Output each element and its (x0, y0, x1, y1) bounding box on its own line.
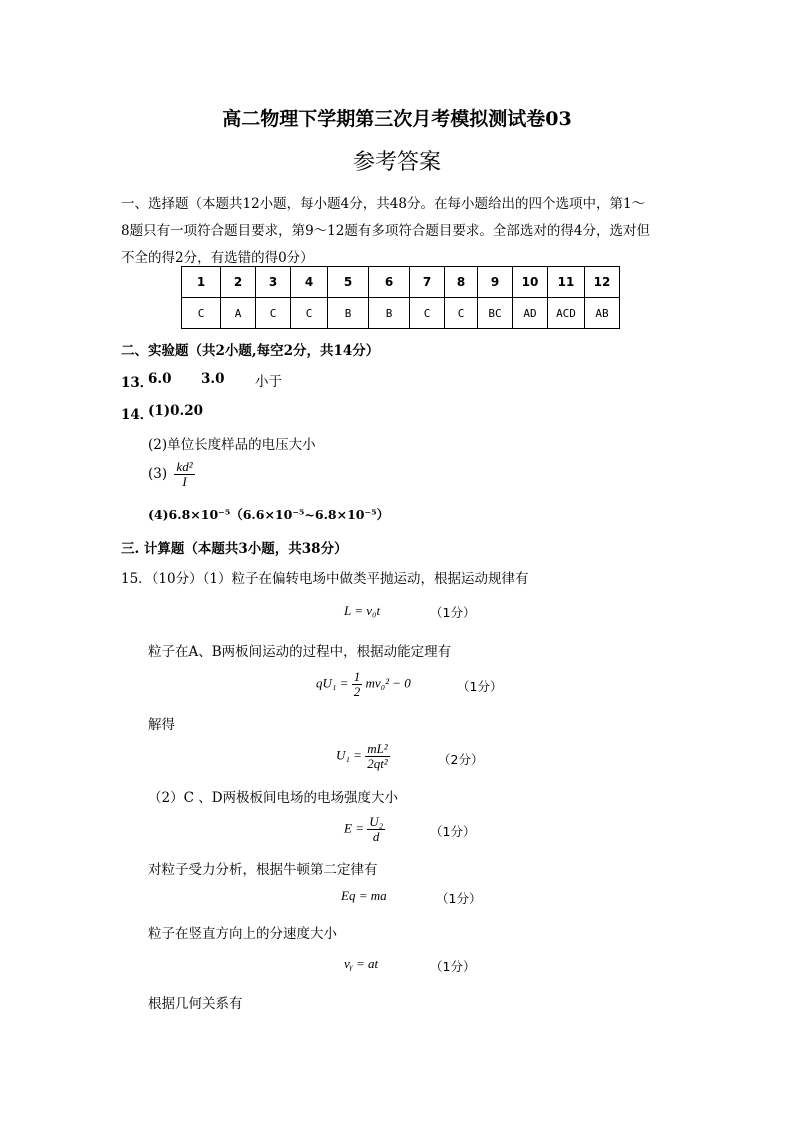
q14-label: 14． (121, 407, 154, 423)
question-number-cell: 10 (513, 267, 548, 298)
score-6: （1分） (430, 959, 476, 974)
q15-text-6: 粒子在竖直方向上的分速度大小 (148, 926, 337, 942)
section1-instructions-line2: 8题只有一项符合题目要求，第9～12题有多项符合题目要求。全部选对的得4分，选对但 (121, 223, 650, 239)
formula-1: L = v₀t (344, 603, 381, 618)
q14-part4: (4)6.8×10⁻⁵（6.6×10⁻⁵~6.8×10⁻⁵） (148, 507, 390, 522)
q14-part3-label: (3) (148, 466, 168, 482)
score-4: （1分） (430, 824, 476, 839)
q13-answer-1: 6.0 (148, 371, 172, 387)
answer-cell: A (221, 298, 256, 329)
q14-part1: (1)0.20 (148, 403, 204, 419)
q13-label: 13． (121, 375, 154, 391)
answer-cell: C (291, 298, 328, 329)
answer-cell: B (328, 298, 369, 329)
formula-4 (344, 815, 385, 844)
fraction-numerator: U₂ (369, 814, 384, 829)
answer-table-header-row (182, 267, 620, 298)
q14-part3 (148, 460, 195, 489)
question-number-cell: 8 (445, 267, 478, 298)
section2-heading: 二、实验题（共2小题,每空2分，共14分） (121, 343, 380, 359)
question-number-cell: 2 (221, 267, 256, 298)
q15-text-4: （2）C 、D两极板间电场的电场强度大小 (148, 790, 399, 806)
answer-table-answer-row (182, 298, 620, 329)
formula-4-left: E = (344, 820, 364, 836)
question-number-cell: 11 (548, 267, 585, 298)
formula-5: Eq = ma (341, 888, 387, 903)
formula-3-left: U₁ = (336, 747, 362, 763)
fraction-denominator: 2qt² (367, 756, 388, 771)
formula-4-fraction (367, 815, 385, 844)
answer-cell: C (256, 298, 291, 329)
fraction-denominator: 2 (353, 684, 361, 699)
answer-cell: AB (585, 298, 620, 329)
fraction-denominator: d (372, 829, 380, 844)
answer-cell: C (182, 298, 221, 329)
answer-cell: AD (513, 298, 548, 329)
score-1: （1分） (430, 605, 476, 620)
question-number-cell: 1 (182, 267, 221, 298)
formula-6: vᵧ = at (344, 956, 379, 971)
formula-2-fraction (352, 670, 363, 699)
question-number-cell: 6 (369, 267, 410, 298)
score-5: （1分） (436, 891, 482, 906)
score-2: （1分） (457, 679, 503, 694)
q15-text-3: 解得 (148, 717, 175, 733)
fraction-numerator: mL² (367, 741, 388, 756)
question-number-cell: 9 (478, 267, 513, 298)
q15-intro: 15．（10分）（1）粒子在偏转电场中做类平抛运动，根据运动规律有 (121, 571, 529, 587)
document-title: 高二物理下学期第三次月考模拟测试卷03 (222, 108, 572, 130)
score-3: （2分） (438, 752, 484, 767)
section1-instructions-line1: 一、选择题（本题共12小题，每小题4分，共48分。在每小题给出的四个选项中，第1～ (121, 196, 646, 212)
formula-2-right: mv₀² − 0 (365, 675, 411, 691)
formula-2-left: qU₁ = (316, 675, 349, 691)
question-number-cell: 12 (585, 267, 620, 298)
q15-text-2: 粒子在A、B两板间运动的过程中，根据动能定理有 (148, 644, 452, 660)
section1-instructions-line3: 不全的得2分，有选错的得0分） (121, 250, 314, 266)
section3-heading: 三. 计算题（本题共3小题，共38分） (121, 541, 348, 557)
formula-3-fraction (365, 742, 390, 771)
q14-part3-fraction (174, 460, 194, 489)
question-number-cell: 7 (410, 267, 445, 298)
formula-2 (316, 670, 411, 699)
q15-text-7: 根据几何关系有 (148, 996, 243, 1012)
formula-3 (336, 742, 390, 771)
fraction-denominator: I (182, 474, 187, 489)
answer-cell: ACD (548, 298, 585, 329)
answer-table (181, 266, 620, 329)
question-number-cell: 4 (291, 267, 328, 298)
q15-text-5: 对粒子受力分析，根据牛顿第二定律有 (148, 862, 378, 878)
answer-cell: C (410, 298, 445, 329)
question-number-cell: 5 (328, 267, 369, 298)
answer-cell: B (369, 298, 410, 329)
answer-cell: BC (478, 298, 513, 329)
fraction-numerator: 1 (353, 669, 361, 684)
question-number-cell: 3 (256, 267, 291, 298)
fraction-numerator: kd² (176, 459, 193, 474)
q14-part2: (2)单位长度样品的电压大小 (148, 437, 316, 453)
q13-answer-2: 3.0 (201, 371, 225, 387)
q13-answer-3: 小于 (255, 374, 282, 390)
answer-cell: C (445, 298, 478, 329)
document-subtitle: 参考答案 (352, 150, 441, 175)
